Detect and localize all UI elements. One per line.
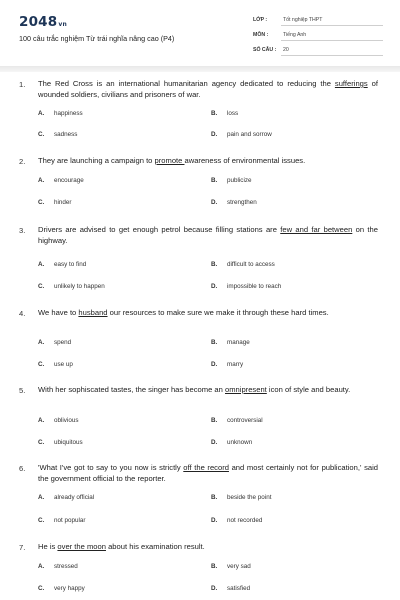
option-letter: B.	[211, 339, 218, 346]
option-text: beside the point	[227, 494, 272, 501]
underlined-phrase: husband	[78, 308, 108, 317]
answer-option-b[interactable]	[211, 261, 371, 270]
option-letter: D.	[211, 283, 218, 290]
option-letter: C.	[38, 361, 45, 368]
answer-option-d[interactable]	[211, 585, 371, 594]
question-text	[38, 156, 378, 167]
answer-option-c[interactable]	[38, 361, 198, 370]
option-text: very happy	[54, 585, 85, 592]
answer-option-b[interactable]	[211, 563, 371, 572]
underlined-phrase: omnipresent	[225, 385, 267, 394]
question-segment: our resources to make sure we make it through these hard times.	[107, 308, 329, 317]
option-text: not recorded	[227, 517, 263, 524]
option-letter: C.	[38, 517, 45, 524]
option-letter: B.	[211, 494, 218, 501]
question-number: 7.	[19, 543, 26, 552]
header-divider	[0, 66, 400, 72]
worksheet-header	[0, 0, 400, 66]
question-text	[38, 79, 378, 101]
option-letter: C.	[38, 131, 45, 138]
answer-option-a[interactable]	[38, 177, 198, 186]
option-text: encourage	[54, 177, 84, 184]
meta-count-value: 20	[283, 47, 289, 53]
question-segment: With her sophiscated tastes, the singer has become an	[38, 385, 225, 394]
option-text: publicize	[227, 177, 252, 184]
option-text: ubiquitous	[54, 439, 83, 446]
answer-option-b[interactable]	[211, 177, 371, 186]
answer-option-a[interactable]	[38, 494, 198, 503]
meta-count	[253, 44, 383, 56]
option-letter: C.	[38, 199, 45, 206]
question-segment: about his examination result.	[105, 542, 205, 551]
meta-underline	[281, 25, 383, 26]
answer-option-c[interactable]	[38, 439, 198, 448]
answer-option-b[interactable]	[211, 110, 371, 119]
answer-option-a[interactable]	[38, 563, 198, 572]
option-letter: B.	[211, 417, 218, 424]
option-text: unknown	[227, 439, 253, 446]
meta-underline	[281, 40, 383, 41]
answer-option-a[interactable]	[38, 417, 198, 426]
question-text	[38, 542, 378, 553]
answer-option-d[interactable]	[211, 283, 371, 292]
site-logo[interactable]	[19, 14, 67, 30]
meta-class-key: LỚP :	[253, 17, 268, 23]
answer-option-c[interactable]	[38, 517, 198, 526]
answer-option-a[interactable]	[38, 261, 198, 270]
answer-option-c[interactable]	[38, 199, 198, 208]
option-letter: A.	[38, 417, 45, 424]
option-text: difficult to access	[227, 261, 275, 268]
question-text	[38, 463, 378, 485]
question-segment: awareness of environmental issues.	[184, 156, 306, 165]
option-text: controversial	[227, 417, 263, 424]
option-text: easy to find	[54, 261, 87, 268]
option-letter: C.	[38, 283, 45, 290]
answer-option-b[interactable]	[211, 494, 371, 503]
option-letter: D.	[211, 439, 218, 446]
option-letter: A.	[38, 563, 45, 570]
question-number: 1.	[19, 80, 26, 89]
question-segment: They are launching a campaign to	[38, 156, 155, 165]
answer-option-a[interactable]	[38, 339, 198, 348]
question-text	[38, 225, 378, 247]
option-text: stressed	[54, 563, 78, 570]
option-letter: A.	[38, 494, 45, 501]
option-letter: B.	[211, 261, 218, 268]
option-letter: C.	[38, 439, 45, 446]
option-text: pain and sorrow	[227, 131, 272, 138]
option-letter: D.	[211, 199, 218, 206]
question-segment: Drivers are advised to get enough petrol because filling stations are	[38, 225, 281, 234]
underlined-phrase: promote	[154, 156, 185, 165]
answer-option-a[interactable]	[38, 110, 198, 119]
option-letter: D.	[211, 585, 218, 592]
option-text: hinder	[54, 199, 72, 206]
option-text: very sad	[227, 563, 251, 570]
option-text: oblivious	[54, 417, 79, 424]
question-segment: icon of style and beauty.	[266, 385, 351, 394]
option-text: already official	[54, 494, 95, 501]
question-segment: on the highway.	[38, 225, 378, 245]
underlined-phrase: sufferings	[334, 79, 368, 88]
logo-text: 2048	[19, 14, 58, 30]
answer-option-d[interactable]	[211, 361, 371, 370]
option-letter: D.	[211, 361, 218, 368]
option-letter: A.	[38, 110, 45, 117]
logo-suffix: vn	[58, 21, 67, 28]
meta-subject-value: Tiếng Anh	[283, 32, 307, 38]
underlined-phrase: few and far between	[280, 225, 353, 234]
option-text: sadness	[54, 131, 78, 138]
answer-option-c[interactable]	[38, 585, 198, 594]
answer-option-c[interactable]	[38, 131, 198, 140]
option-text: use up	[54, 361, 73, 368]
option-letter: D.	[211, 517, 218, 524]
answer-option-c[interactable]	[38, 283, 198, 292]
option-letter: B.	[211, 110, 218, 117]
question-segment: of wounded soldiers, civilians and prisoners of war.	[38, 79, 378, 99]
answer-option-d[interactable]	[211, 131, 371, 140]
meta-class	[253, 14, 383, 26]
question-segment: He is	[38, 542, 58, 551]
option-text: loss	[227, 110, 239, 117]
underlined-phrase: off the record	[183, 463, 229, 472]
question-segment: We have to	[38, 308, 79, 317]
option-text: spend	[54, 339, 72, 346]
question-number: 3.	[19, 226, 26, 235]
meta-class-value: Tốt nghiệp THPT	[283, 17, 323, 23]
option-text: unlikely to happen	[54, 283, 105, 290]
answer-option-d[interactable]	[211, 439, 371, 448]
question-segment: The Red Cross is an international humanitarian agency dedicated to reducing the	[38, 79, 335, 88]
answer-option-b[interactable]	[211, 417, 371, 426]
option-letter: A.	[38, 339, 45, 346]
option-letter: A.	[38, 177, 45, 184]
option-letter: B.	[211, 563, 218, 570]
option-text: happiness	[54, 110, 83, 117]
option-letter: A.	[38, 261, 45, 268]
document-title: 100 câu trắc nghiệm Từ trái nghĩa nâng cao (P4)	[19, 34, 175, 43]
option-text: not popular	[54, 517, 86, 524]
question-number: 2.	[19, 157, 26, 166]
question-number: 6.	[19, 464, 26, 473]
underlined-phrase: over the moon	[57, 542, 106, 551]
meta-subject	[253, 29, 383, 41]
answer-option-b[interactable]	[211, 339, 371, 348]
option-letter: B.	[211, 177, 218, 184]
question-text	[38, 308, 378, 319]
option-letter: C.	[38, 585, 45, 592]
meta-subject-key: MÔN :	[253, 32, 269, 38]
meta-count-key: SỐ CÂU :	[253, 47, 277, 53]
option-text: manage	[227, 339, 250, 346]
option-text: impossible to reach	[227, 283, 282, 290]
option-letter: D.	[211, 131, 218, 138]
question-number: 4.	[19, 309, 26, 318]
question-segment: 'What I've got to say to you now is strictly	[38, 463, 184, 472]
option-text: satisfied	[227, 585, 251, 592]
answer-option-d[interactable]	[211, 517, 371, 526]
question-number: 5.	[19, 386, 26, 395]
option-text: marry	[227, 361, 244, 368]
meta-underline	[281, 55, 383, 56]
option-text: strengthen	[227, 199, 257, 206]
answer-option-d[interactable]	[211, 199, 371, 208]
question-text	[38, 385, 378, 396]
question-segment: and most certainly not for publication,' said the government official to the reporter.	[38, 463, 379, 483]
